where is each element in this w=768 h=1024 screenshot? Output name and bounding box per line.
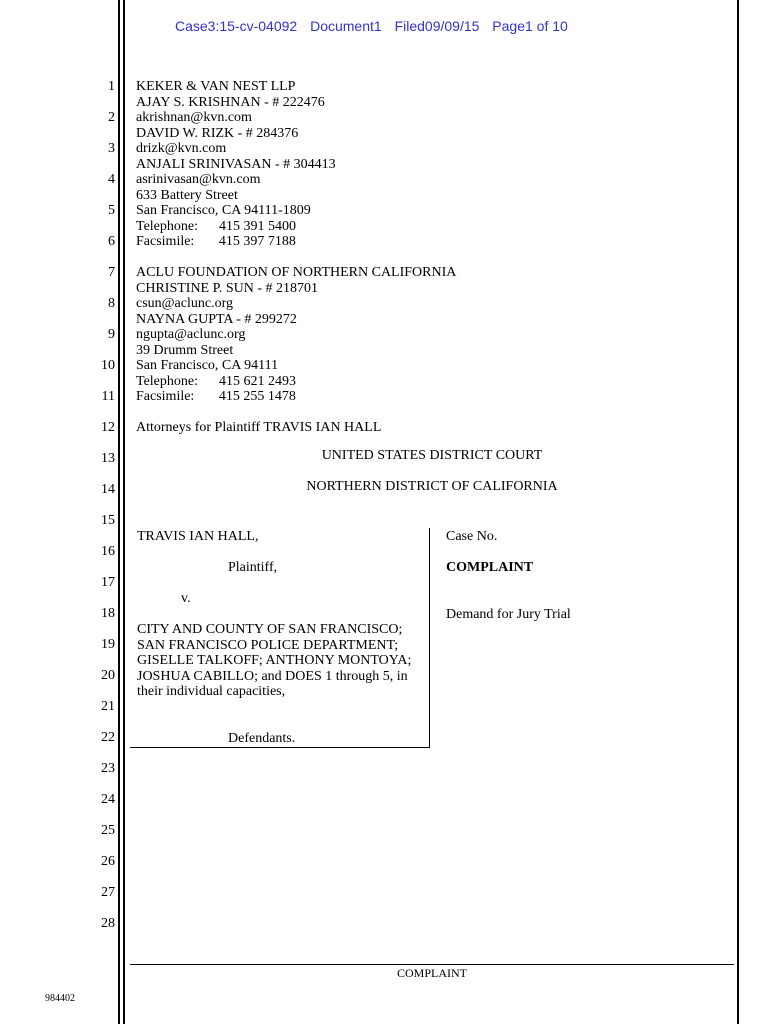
counsel-email: csun@aclunc.org [136,296,233,311]
caption-divider [429,528,430,748]
counsel-street: 633 Battery Street [136,187,238,203]
counsel-facsimile: Facsimile: 415 397 7188 [136,234,296,249]
plaintiff-name: TRAVIS IAN HALL, [137,529,259,544]
counsel-attorney: DAVID W. RIZK - # 284376 [136,125,299,141]
counsel-email: ngupta@aclunc.org [136,327,246,342]
case-number-label: Case No. [446,529,498,544]
pleading-left-rule-inner [123,0,125,1024]
counsel-email: akrishnan@kvn.com [136,110,252,125]
line-number: 14 [101,482,115,497]
counsel-firm: ACLU FOUNDATION OF NORTHERN CALIFORNIA [136,265,457,280]
counsel-attorney: CHRISTINE P. SUN - # 218701 [136,280,319,296]
defendants-role: Defendants. [228,731,296,746]
counsel-email: drizk@kvn.com [136,141,227,156]
line-number: 9 [108,327,115,342]
line-number: 23 [101,761,115,776]
line-number: 5 [108,203,115,218]
counsel-telephone: Telephone: 415 621 2493 [136,373,296,389]
line-number: 7 [108,265,115,280]
document-number: 984402 [45,993,75,1004]
line-number: 25 [101,823,115,838]
plaintiff-role: Plaintiff, [228,560,278,575]
line-number: 26 [101,854,115,869]
header-case: Case3:15-cv-04092 [175,18,298,34]
defendants-list: CITY AND COUNTY OF SAN FRANCISCO; SAN FRANCISCO POLICE DEPARTMENT; GISELLE TALKOFF; ANTHONY MONTOYA; JOSHUA CABILLO; and DOES 1 through 5, in their individual capacities, [137,622,412,699]
document-title: COMPLAINT [446,560,534,575]
counsel-city: San Francisco, CA 94111-1809 [136,203,311,218]
line-number: 20 [101,668,115,683]
line-number: 4 [108,172,115,187]
counsel-street: 39 Drumm Street [136,342,234,358]
counsel-facsimile: Facsimile: 415 255 1478 [136,389,296,404]
attorneys-for: Attorneys for Plaintiff TRAVIS IAN HALL [136,420,382,435]
counsel-attorney: AJAY S. KRISHNAN - # 222476 [136,94,325,110]
counsel-attorney: NAYNA GUPTA - # 299272 [136,311,297,327]
line-number: 10 [101,358,115,373]
header-page: Page1 of 10 [492,18,568,34]
jury-demand: Demand for Jury Trial [446,607,571,622]
caption-bottom-rule [130,747,429,748]
footer-rule [130,964,734,965]
line-number: 27 [101,885,115,900]
pleading-right-rule [737,0,739,1024]
footer-title: COMPLAINT [396,966,467,980]
line-number: 15 [101,513,115,528]
line-number: 17 [101,575,115,590]
counsel-firm: KEKER & VAN NEST LLP [136,79,296,94]
line-number: 22 [101,730,115,745]
counsel-telephone: Telephone: 415 391 5400 [136,218,296,234]
header-filed: Filed09/09/15 [394,18,480,34]
counsel-city: San Francisco, CA 94111 [136,358,279,373]
line-number: 11 [101,389,115,404]
line-number: 18 [101,606,115,621]
pleading-left-rule-outer [118,0,120,1024]
line-number: 19 [101,637,115,652]
line-number: 3 [108,141,115,156]
versus: v. [181,591,191,606]
counsel-email: asrinivasan@kvn.com [136,172,261,187]
line-number: 13 [101,451,115,466]
line-number: 12 [101,420,115,435]
header-document: Document1 [310,18,382,34]
court-district: NORTHERN DISTRICT OF CALIFORNIA [306,479,558,494]
line-number: 1 [108,79,115,94]
court-name: UNITED STATES DISTRICT COURT [321,448,543,463]
counsel-attorney: ANJALI SRINIVASAN - # 304413 [136,156,336,172]
line-number: 16 [101,544,115,559]
line-number: 2 [108,110,115,125]
line-number: 21 [101,699,115,714]
line-number: 24 [101,792,115,807]
line-number: 28 [101,916,115,931]
line-number: 6 [108,234,115,249]
ecf-header [175,18,577,34]
line-number: 8 [108,296,115,311]
